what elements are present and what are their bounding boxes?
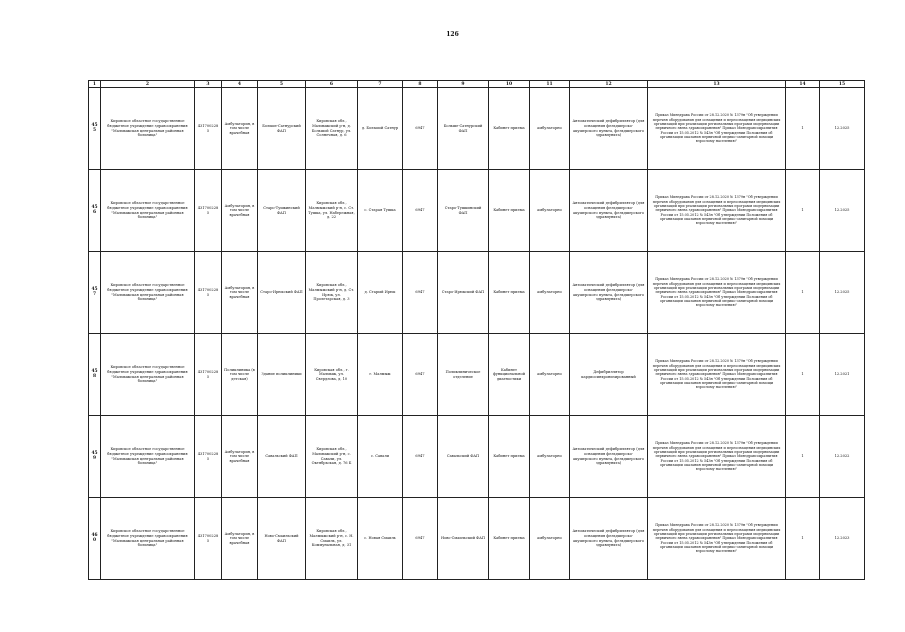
subdivision: Старо-Тушкинский ФАП [438,170,489,252]
address: Кировская обл., Малмыжский р-н, с. Ст. Тушка, ул. Набережная, д. 22 [306,170,358,252]
table-row [89,252,865,334]
address: Кировская обл., Малмыжский р-н, д. Ст. Ирюк, ул. Пролетарская, д. 3 [306,252,358,334]
settlement: с. Новая Смаиль [358,498,403,580]
organization-name: Кировское областное государственное бюджетное учреждение здравоохранения "Малмыжская центральная районная больница" [101,170,195,252]
inn-code: 4317002285 [195,170,222,252]
quantity: 1 [786,88,820,170]
room: Кабинет приема [489,416,530,498]
column-number: 4 [222,81,258,88]
table-row [89,416,865,498]
territory-code: 6947 [403,170,438,252]
column-number: 5 [258,81,306,88]
address: Кировская обл., Малмыжский р-н, с. Савали, ул. Октябрьская, д. 76 Б [306,416,358,498]
delivery-date: 12.2021 [820,334,865,416]
column-number: 13 [648,81,786,88]
delivery-date: 12.2025 [820,170,865,252]
territory-code: 6947 [403,334,438,416]
facility-unit: Савальский ФАП [258,416,306,498]
equipment-name: Автоматический дефибриллятор (для оснащения фельдшерско-акушерского пункта, фельдшерского здравпункта) [570,88,648,170]
table-row [89,334,865,416]
organization-name: Кировское областное государственное бюджетное учреждение здравоохранения "Малмыжская центральная районная больница" [101,334,195,416]
facility-type: Амбулатория, в том числе врачебная [222,170,258,252]
column-number: 6 [306,81,358,88]
column-number: 8 [403,81,438,88]
subdivision: Старо-Ирюкский ФАП [438,252,489,334]
row-number: 459 [89,416,101,498]
row-number: 457 [89,252,101,334]
subdivision: Поликлиническое отделение [438,334,489,416]
regulatory-basis: Приказ Минздрава России от 28.12.2020 № 1379н "Об утверждении перечня оборудования для оснащения и переоснащения медицинских организаций при реализации региональных программ модернизации первичного звена здравоохранения" Приказ Минздравсоцразвития России от 15.05.2012 № 543н "Об утверждении Положения об организации оказания первичной медико-санитарной помощи взрослому населению" [648,416,786,498]
regulatory-basis: Приказ Минздрава России от 28.12.2020 № 1379н "Об утверждении перечня оборудования для оснащения и переоснащения медицинских организаций при реализации региональных программ модернизации первичного звена здравоохранения" Приказ Минздравсоцразвития России от 15.05.2012 № 543н "Об утверждении Положения об организации оказания первичной медико-санитарной помощи взрослому населению" [648,498,786,580]
care-profile: амбулаторно [530,498,570,580]
care-profile: амбулаторно [530,170,570,252]
organization-name: Кировское областное государственное бюджетное учреждение здравоохранения "Малмыжская центральная районная больница" [101,416,195,498]
room: Кабинет приема [489,170,530,252]
care-profile: амбулаторно [530,88,570,170]
facility-unit: Старо-Тушкинский ФАП [258,170,306,252]
subdivision: Савальский ФАП [438,416,489,498]
row-number: 458 [89,334,101,416]
address: Кировская обл., Малмыжский р-н, с. Н. Смаиль, ул. Коммунальная, д. 31 [306,498,358,580]
facility-type: Амбулатория, в том числе врачебная [222,88,258,170]
room: Кабинет приема [489,498,530,580]
territory-code: 6947 [403,252,438,334]
facility-type: Амбулатория, в том числе врачебная [222,498,258,580]
room: Кабинет приема [489,88,530,170]
quantity: 1 [786,334,820,416]
inn-code: 4317002285 [195,88,222,170]
organization-name: Кировское областное государственное бюджетное учреждение здравоохранения "Малмыжская центральная районная больница" [101,498,195,580]
equipment-name: Дефибриллятор кардиосинхронизированный [570,334,648,416]
territory-code: 6947 [403,416,438,498]
regulatory-basis: Приказ Минздрава России от 28.12.2020 № 1379н "Об утверждении перечня оборудования для оснащения и переоснащения медицинских организаций при реализации региональных программ модернизации первичного звена здравоохранения" Приказ Минздравсоцразвития России от 15.05.2012 № 543н "Об утверждении Положения об организации оказания первичной медико-санитарной помощи взрослому населению" [648,252,786,334]
inn-code: 4317002285 [195,416,222,498]
regulatory-basis: Приказ Минздрава России от 28.12.2020 № 1379н "Об утверждении перечня оборудования для оснащения и переоснащения медицинских организаций при реализации региональных программ модернизации первичного звена здравоохранения" Приказ Минздравсоцразвития России от 15.05.2012 № 543н "Об утверждении Положения об организации оказания первичной медико-санитарной помощи взрослому населению" [648,334,786,416]
facility-unit: Здание поликлиники [258,334,306,416]
quantity: 1 [786,498,820,580]
column-number: 11 [530,81,570,88]
subdivision: Ново-Смаильский ФАП [438,498,489,580]
settlement: г. Малмыж [358,334,403,416]
table-row [89,170,865,252]
care-profile: амбулаторно [530,252,570,334]
equipment-name: Автоматический дефибриллятор (для оснащения фельдшерско-акушерского пункта, фельдшерского здравпункта) [570,252,648,334]
room: Кабинет приема [489,252,530,334]
territory-code: 6947 [403,88,438,170]
facility-type: Амбулатория, в том числе врачебная [222,252,258,334]
column-number: 1 [89,81,101,88]
inn-code: 4317002285 [195,334,222,416]
quantity: 1 [786,252,820,334]
facility-unit: Больше-Сатнурский ФАП [258,88,306,170]
quantity: 1 [786,170,820,252]
room: Кабинет функциональной диагностики [489,334,530,416]
organization-name: Кировское областное государственное бюджетное учреждение здравоохранения "Малмыжская центральная районная больница" [101,88,195,170]
regulatory-basis: Приказ Минздрава России от 28.12.2020 № 1379н "Об утверждении перечня оборудования для оснащения и переоснащения медицинских организаций при реализации региональных программ модернизации первичного звена здравоохранения" Приказ Минздравсоцразвития России от 15.05.2012 № 543н "Об утверждении Положения об организации оказания первичной медико-санитарной помощи взрослому населению" [648,170,786,252]
table-row [89,88,865,170]
delivery-date: 12.2025 [820,252,865,334]
column-number: 14 [786,81,820,88]
settlement: д. Большой Сатнур [358,88,403,170]
facility-unit: Ново-Смаильский ФАП [258,498,306,580]
subdivision: Больше-Сатнурский ФАП [438,88,489,170]
equipment-name: Автоматический дефибриллятор (для оснащения фельдшерско-акушерского пункта, фельдшерского здравпункта) [570,498,648,580]
page-number: 126 [446,31,459,38]
facility-unit: Старо-Ирюкский ФАП [258,252,306,334]
settlement: с. Савали [358,416,403,498]
table-row [89,498,865,580]
equipment-name: Автоматический дефибриллятор (для оснащения фельдшерско-акушерского пункта, фельдшерского здравпункта) [570,416,648,498]
delivery-date: 12.2025 [820,88,865,170]
care-profile: амбулаторно [530,334,570,416]
column-number: 2 [101,81,195,88]
inn-code: 4317002285 [195,252,222,334]
facility-type: Поликлиника (в том числе детская) [222,334,258,416]
address: Кировская обл., г. Малмыж, ул. Свердлова, д. 10 [306,334,358,416]
quantity: 1 [786,416,820,498]
column-number: 9 [438,81,489,88]
column-number: 3 [195,81,222,88]
row-number: 455 [89,88,101,170]
column-number: 12 [570,81,648,88]
delivery-date: 12.2022 [820,416,865,498]
equipment-table [88,80,865,580]
organization-name: Кировское областное государственное бюджетное учреждение здравоохранения "Малмыжская центральная районная больница" [101,252,195,334]
equipment-name: Автоматический дефибриллятор (для оснащения фельдшерско-акушерского пункта, фельдшерского здравпункта) [570,170,648,252]
territory-code: 6947 [403,498,438,580]
column-number-row [89,81,865,88]
care-profile: амбулаторно [530,416,570,498]
address: Кировская обл., Малмыжский р-н, д. Большой Сатнур, ул. Солнечная, д. 6 [306,88,358,170]
inn-code: 4317002285 [195,498,222,580]
settlement: с. Старая Тушка [358,170,403,252]
facility-type: Амбулатория, в том числе врачебная [222,416,258,498]
column-number: 7 [358,81,403,88]
row-number: 460 [89,498,101,580]
settlement: д. Старый Ирюк [358,252,403,334]
column-number: 10 [489,81,530,88]
row-number: 456 [89,170,101,252]
regulatory-basis: Приказ Минздрава России от 28.12.2020 № 1379н "Об утверждении перечня оборудования для оснащения и переоснащения медицинских организаций при реализации региональных программ модернизации первичного звена здравоохранения" Приказ Минздравсоцразвития России от 15.05.2012 № 543н "Об утверждении Положения об организации оказания первичной медико-санитарной помощи взрослому населению" [648,88,786,170]
column-number: 15 [820,81,865,88]
delivery-date: 12.2023 [820,498,865,580]
